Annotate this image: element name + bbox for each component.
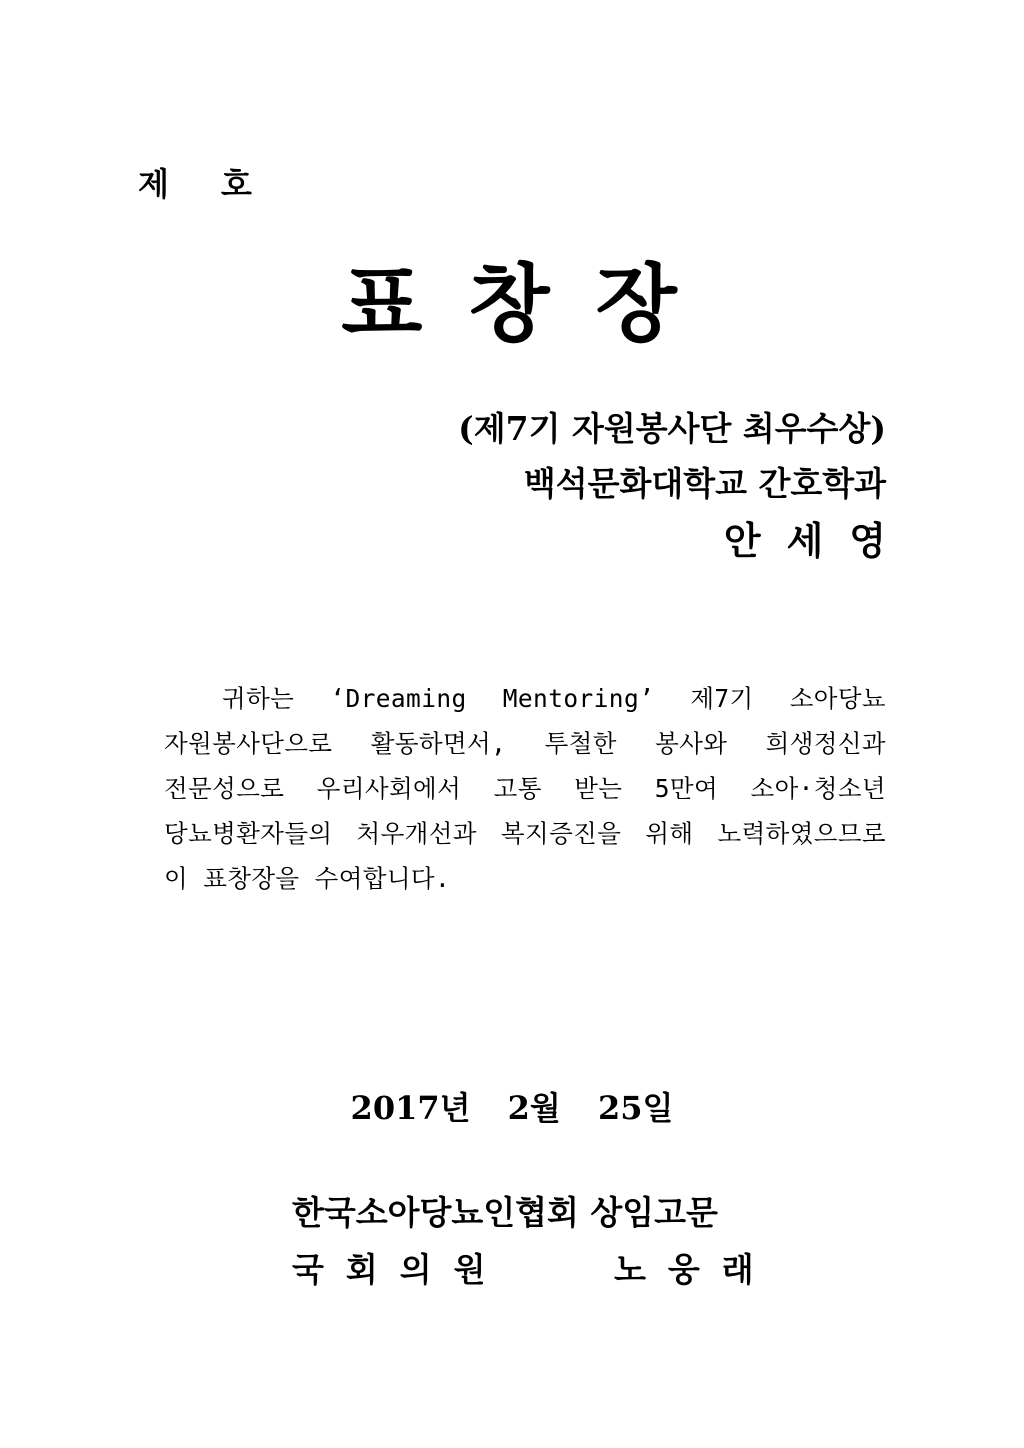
citation-text: 귀하는 ‘Dreaming Mentoring’ 제7기 소아당뇨 자원봉사단으로 활동하면서, 투철한 봉사와 희생정신과 전문성으로 우리사회에서 고통 받는 5만여 소아·청소년 당뇨병환자들의 처우개선과 복지증진을 위해 노력하였으므로 이 표창장을 수여합니다. xyxy=(164,684,886,893)
recipient-name: 안세영 xyxy=(723,518,912,563)
certificate-title: 표창장 xyxy=(341,254,723,353)
document-number-suffix: 호 xyxy=(220,165,252,203)
recipient-block xyxy=(458,409,912,582)
award-name: (제7기 자원봉사단 최우수상) xyxy=(458,409,886,448)
document-number xyxy=(138,165,252,203)
issue-date: 2017년 2월 25일 xyxy=(350,1089,674,1127)
issuer-organization: 한국소아당뇨인협회 상임고문 xyxy=(292,1193,718,1232)
recipient-affiliation: 백석문화대학교 간호학과 xyxy=(523,464,886,503)
issuer-name: 노웅래 xyxy=(614,1250,776,1289)
issuer-block xyxy=(292,1193,776,1310)
issuer-signature-row xyxy=(292,1250,776,1289)
document-number-prefix: 제 xyxy=(138,165,169,203)
issuer-organization-row xyxy=(292,1193,776,1232)
issuer-role: 국회의원 xyxy=(292,1250,508,1289)
